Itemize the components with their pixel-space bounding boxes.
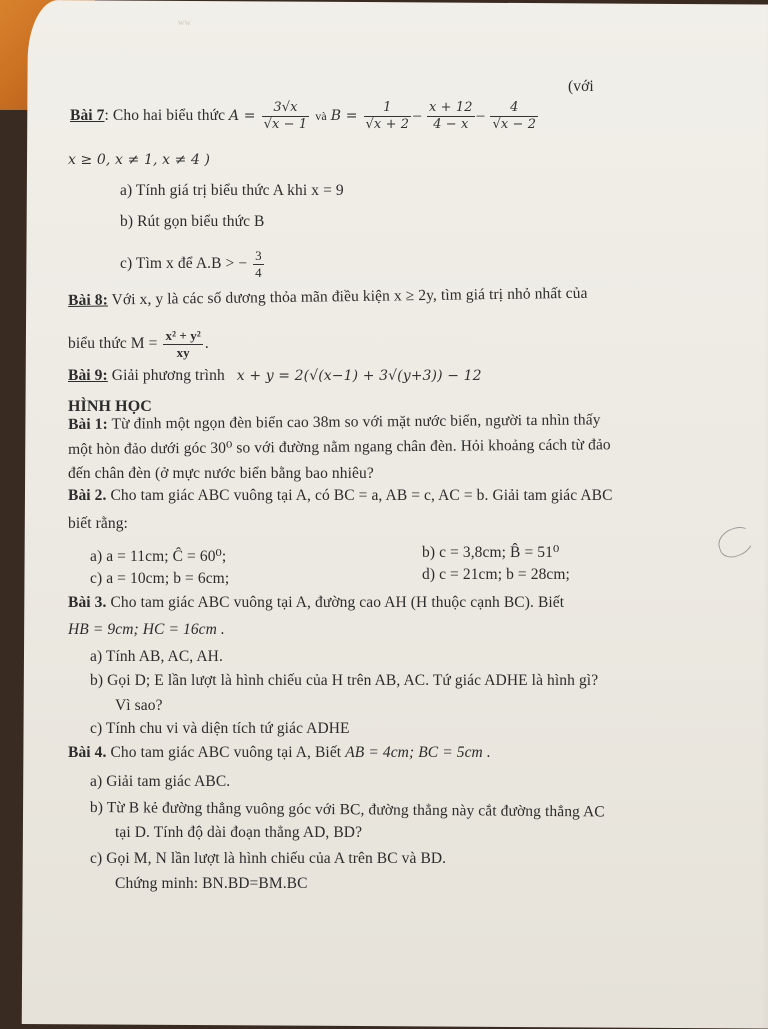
- expr-A-label: A =: [229, 108, 256, 125]
- bai7-c-den: 4: [255, 265, 262, 280]
- geo-bai4-c1: c) Gọi M, N lần lượt là hình chiếu của A trên BC và BD.: [90, 850, 447, 867]
- bai8-m-frac: [163, 328, 202, 361]
- bai8-text: Với x, y là các số dương thỏa mãn điều kiện x ≥ 2y, tìm giá trị nhỏ nhất của: [111, 284, 588, 309]
- geo-bai4-c2: Chứng minh: BN.BD=BM.BC: [115, 875, 308, 892]
- bai9-text: Giải phương trình: [111, 367, 225, 384]
- bai8-line2: biểu thức M = $\frac{\text{x² + y²}}{xy}$ .: [68, 328, 209, 360]
- bai7-part-c-frac: [253, 248, 264, 281]
- header-mark: ww: [177, 16, 191, 27]
- expr-B-label: B =: [330, 108, 358, 125]
- expr-B-t3-den: √x − 2: [492, 117, 537, 132]
- geo-bai4-b1: b) Từ B kẻ đường thẳng vuông góc với BC, đường thẳng này cắt đường thẳng AC: [89, 799, 605, 821]
- geo-bai1-title: Bài 1:: [68, 415, 108, 433]
- expr-B-t2-num: x + 12: [429, 100, 473, 115]
- geo-bai1-line2: một hòn đảo dưới góc 30⁰ so với đường nằm ngang chân đèn. Hỏi khoảng cách từ đảo: [68, 436, 611, 458]
- geometry-heading: HÌNH HỌC: [68, 398, 152, 415]
- bai9-equation: x + y = 2(√(x−1) + 3√(y+3)) − 12: [236, 368, 482, 384]
- expr-B-term3: [490, 100, 538, 133]
- geo-bai4-text1: Cho tam giác ABC vuông tại A, Biết: [110, 744, 342, 761]
- bai7-part-a: a) Tính giá trị biểu thức A khi x = 9: [120, 182, 344, 199]
- geo-bai3-c: c) Tính chu vi và diện tích tứ giác ADHE: [90, 720, 350, 737]
- geo-bai3-b1: b) Gọi D; E lần lượt là hình chiếu của H trên AB, AC. Tứ giác ADHE là hình gì?: [90, 672, 599, 689]
- bai7-line1: Bài 7: Cho hai biểu thức A = $\frac{3√x}{√x - 1}$ và B = $\frac{1}{√x + 2}$ – $\frac{x + 12}{4 - x}$ – $\frac{4}{√x - 2}$: [70, 100, 537, 132]
- geo-bai4-b2: tại D. Tính độ dài đoạn thẳng AD, BD?: [115, 824, 363, 841]
- geo-bai2-title: Bài 2.: [68, 487, 107, 504]
- expr-B-t2-den: 4 − x: [433, 117, 469, 132]
- expr-B-term1: [364, 100, 412, 133]
- geo-bai3-a: a) Tính AB, AC, AH.: [90, 648, 223, 665]
- bai9-title: Bài 9:: [68, 367, 108, 384]
- geo-bai3-line2: HB = 9cm; HC = 16cm .: [68, 621, 225, 638]
- geo-bai3-b2: Vì sao?: [115, 697, 163, 714]
- geo-bai1-text1: Từ đỉnh một ngọn đèn biển cao 38m so với mặt nước biển, người ta nhìn thấy: [111, 411, 601, 433]
- geo-bai3-line1: [68, 594, 564, 612]
- bai8-title: Bài 8:: [68, 291, 109, 309]
- geo-bai4-title: Bài 4.: [68, 744, 107, 761]
- expr-B-term2: [427, 100, 475, 133]
- geo-bai4-a: a) Giải tam giác ABC.: [90, 773, 231, 790]
- expr-B-t3-num: 4: [490, 100, 538, 117]
- bai7-condition: x ≥ 0, x ≠ 1, x ≠ 4 ): [68, 152, 211, 168]
- paper-edge: [760, 5, 768, 1029]
- geo-bai1-line3: đến chân đèn (ở mực nước biển bằng bao nhiêu?: [68, 465, 374, 482]
- geo-bai2-a: a) a = 11cm; Ĉ = 60⁰;: [90, 548, 227, 565]
- bai7-part-c-text: c) Tìm x để A.B > −: [120, 255, 248, 273]
- bai7-c-num: 3: [255, 248, 262, 263]
- bai7-intro: Cho hai biểu thức: [112, 107, 226, 125]
- and-word: và: [315, 109, 327, 124]
- bai7-with: (với: [568, 78, 594, 95]
- expr-B-t1-num: 1: [364, 100, 412, 117]
- bai8-m-label: biểu thức M =: [68, 335, 158, 353]
- expr-A-den: √x − 1: [263, 117, 308, 132]
- geo-bai2-b: b) c = 3,8cm; B̂ = 51⁰: [422, 544, 560, 561]
- geo-bai2-line1: [68, 487, 613, 505]
- expr-B-t1-den: √x + 2: [365, 117, 410, 132]
- geo-bai3-title: Bài 3.: [68, 594, 107, 611]
- geo-bai2-line2: biết rằng:: [68, 515, 128, 532]
- expr-A-num: 3√x: [262, 100, 310, 117]
- bai8-num: x² + y²: [165, 328, 201, 343]
- geo-bai4-math: AB = 4cm; BC = 5cm .: [345, 744, 491, 761]
- geo-bai4-line1: [68, 744, 491, 762]
- bai8-den: xy: [176, 345, 190, 360]
- bai9-line: [68, 367, 482, 385]
- geo-bai2-d: d) c = 21cm; b = 28cm;: [422, 566, 570, 583]
- geo-bai3-text1: Cho tam giác ABC vuông tại A, đường cao AH (H thuộc cạnh BC). Biết: [110, 594, 565, 611]
- geo-bai2-c: c) a = 10cm; b = 6cm;: [90, 570, 230, 587]
- bai7-part-b: b) Rút gọn biểu thức B: [120, 213, 265, 230]
- geo-bai2-text1: Cho tam giác ABC vuông tại A, có BC = a, AB = c, AC = b. Giải tam giác ABC: [110, 487, 613, 504]
- expr-A: [262, 100, 310, 133]
- bai7-part-c: [120, 248, 266, 281]
- bai7-title: Bài 7: [70, 107, 105, 125]
